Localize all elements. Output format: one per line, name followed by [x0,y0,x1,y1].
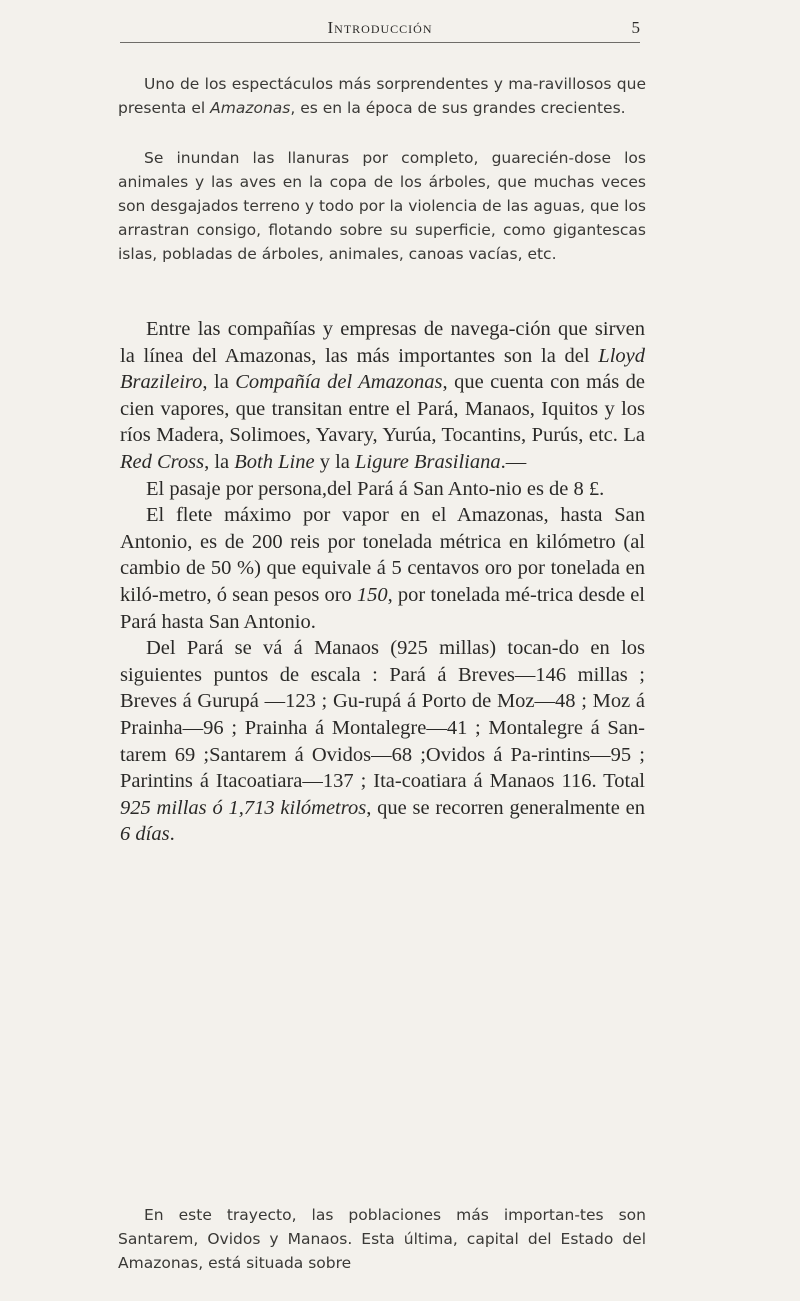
paragraph-2 [118,146,646,266]
p6-text-1: Del Pará se vá á Manaos (925 millas) tocan-do en los siguientes puntos de escala : Pará á Breves—146 millas ; Breves á Gurupá —123 ; Gu-rupá á Porto de Moz—48 ; Moz á Prainha—96 ; Prainha á Montalegre—41 ; Montalegre á San-tarem 69 ;Santarem á Ovidos—68 ;Ovidos á Pa-rintins—95 ; Parintins á Itacoatiara—137 ; Ita-coatiara á Manaos 116. Total [120,637,645,793]
p6-days: 6 días [120,823,170,846]
p2-text: Se inundan las llanuras por completo, guarecién-dose los animales y las aves en la copa de los árboles, que muchas veces son desgajados terreno y todo por la violencia de las aguas, que los arrastran consigo, flotando sobre su superficie, como gigantescas islas, pobladas de árboles, animales, canoas vacías, etc. [118,149,646,263]
p6-text-3: . [169,823,175,846]
p5-text-2: , por tonelada mé-trica desde el Pará hasta San Antonio. [120,583,645,633]
p3-lloyd: Lloyd Brazileiro [120,344,645,394]
p3-text-3: , que cuenta con más de cien vapores, que transitan entre el Pará, Manaos, Iquitos y los ríos Madera, Solimoes, Yavary, Yurúa, Tocantins, Purús, etc. La [120,371,646,447]
page-number: 5 [631,18,640,37]
p3-red-cross: Red Cross [120,450,205,473]
p6-text-2: , que se recorren generalmente en [366,796,645,819]
p3-text-5: y la [314,450,355,473]
paragraph-3 [120,316,645,848]
running-title: Introducción [327,18,433,37]
running-header [120,14,640,43]
p3-text-6: .— [500,450,527,473]
p1-text-1: Uno de los espectáculos más sorprendentes y ma-ravillosos que presenta el [118,75,646,117]
p3-booth: Both Line [234,450,315,473]
p5-amount: 150 [356,583,388,606]
p5-text-1: El flete máximo por vapor en el Amazonas, hasta San Antonio, es de 200 reis por tonelada métrica en kilómetro (al cambio de 50 %) que equivale á 5 centavos oro por tonelada en kiló-metro, ó sean pesos oro [120,504,645,606]
p7-text: En este trayecto, las poblaciones más importan-tes son Santarem, Ovidos y Manaos. Esta última, capital del Estado del Amazonas, está situada sobre [118,1206,646,1272]
p1-amazonas: Amazonas [210,99,291,117]
p4-text: El pasaje por persona,del Pará á San Anto-nio es de 8 £. [146,477,605,500]
p6-total: 925 millas ó 1,713 kilómetros [120,796,367,819]
p3-text-1: Entre las compañías y empresas de navega-ción que sirven la línea del Amazonas, las más importantes son la del [120,318,645,367]
p3-compania: Compañía del Amazonas [235,371,443,394]
p1-text-2: , es en la época de sus grandes crecientes. [290,99,626,117]
paragraph-1 [118,72,646,120]
paragraph-7 [118,1203,646,1275]
p3-ligure: Ligure Brasiliana [354,450,501,473]
p3-text-4: , la [204,450,235,473]
p3-text-2: , la [202,371,236,394]
